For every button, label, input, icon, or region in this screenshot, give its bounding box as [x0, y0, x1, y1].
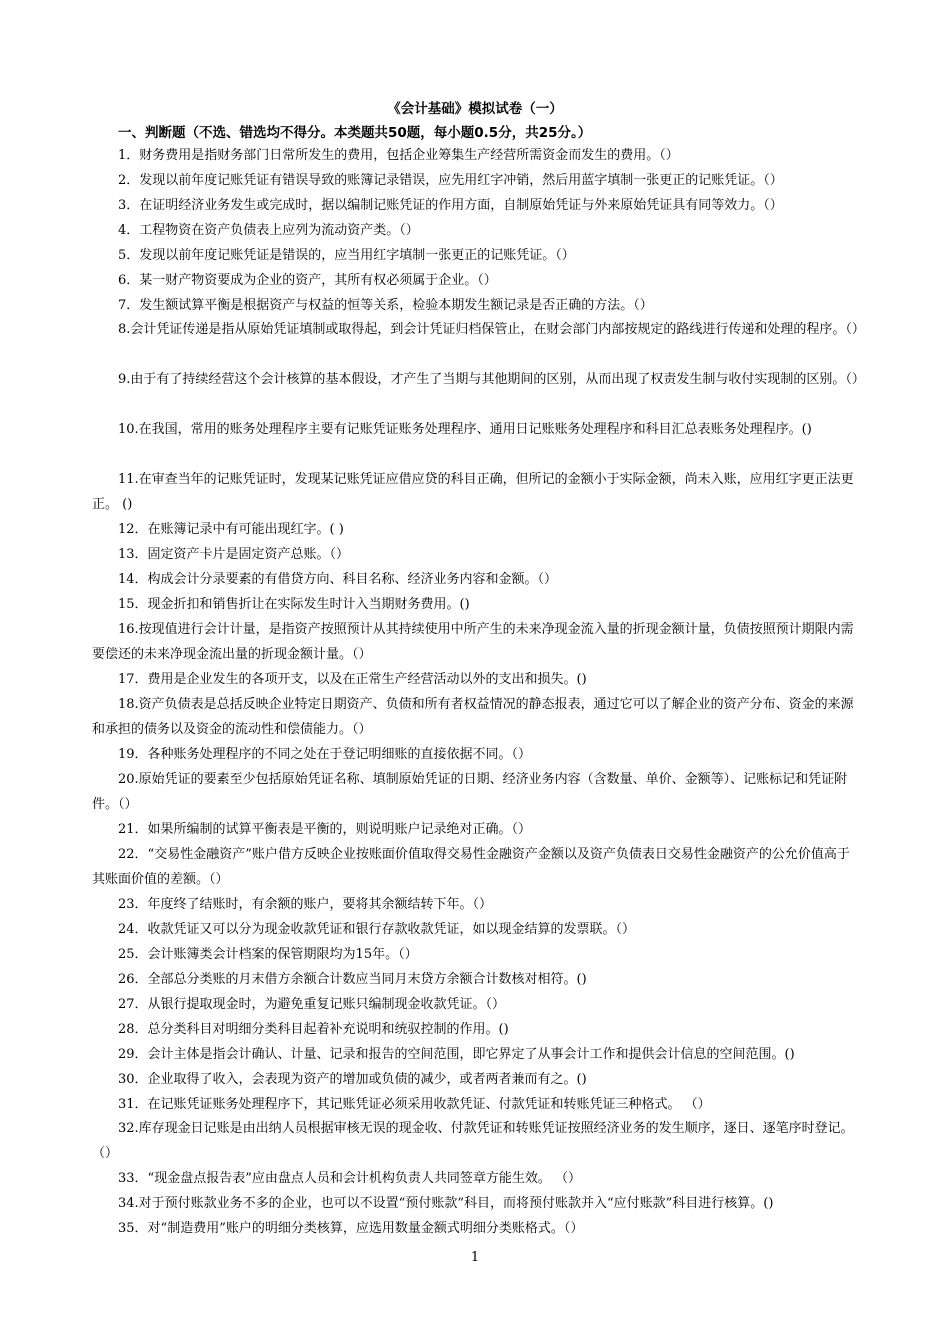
- question-item: 1．财务费用是指财务部门日常所发生的费用，包括企业筹集生产经营所需资金而发生的费用。（）: [118, 148, 679, 163]
- question-item: 15．现金折扣和销售折让在实际发生时计入当期财务费用。(): [118, 597, 470, 612]
- question-item: 28．总分类科目对明细分类科目起着补充说明和统驭控制的作用。(): [118, 1022, 509, 1037]
- question-item: 10.在我国，常用的账务处理程序主要有记账凭证账务处理程序、通用日记账账务处理程序和科目汇总表账务处理程序。(): [118, 422, 812, 437]
- question-item: 14．构成会计分录要素的有借贷方向、科目名称、经济业务内容和金额。（）: [118, 572, 558, 587]
- question-item: 24．收款凭证又可以分为现金收款凭证和银行存款收款凭证，如以现金结算的发票联。（）: [118, 922, 636, 937]
- question-item: 27．从银行提取现金时，为避免重复记账只编制现金收款凭证。（）: [118, 997, 506, 1012]
- question-item: 17．费用是企业发生的各项开支，以及在正常生产经营活动以外的支出和损失。(): [118, 672, 587, 687]
- question-item: 7．发生额试算平衡是根据资产与权益的恒等关系，检验本期发生额记录是否正确的方法。（）: [118, 298, 653, 313]
- question-item: 33．“现金盘点报告表”应由盘点人员和会计机构负责人共同签章方能生效。 （）: [118, 1171, 581, 1186]
- question-item: 35．对“制造费用”账户的明细分类核算，应选用数量金额式明细分类账格式。（）: [118, 1221, 584, 1236]
- page-number: 1: [470, 1250, 480, 1265]
- question-item: 23．年度终了结账时，有余额的账户，要将其余额结转下年。（）: [118, 897, 493, 912]
- question-item: 29．会计主体是指会计确认、计量、记录和报告的空间范围，即它界定了从事会计工作和提供会计信息的空间范围。(): [118, 1047, 795, 1062]
- question-item: 2．发现以前年度记账凭证有错误导致的账簿记录错误，应先用红字冲销，然后用蓝字填制一张更正的记账凭证。（）: [118, 173, 783, 188]
- question-item: 22．“交易性金融资产”账户借方反映企业按账面价值取得交易性金融资产金额以及资产负债表日交易性金融资产的公允价值高于其账面价值的差额。（）: [92, 847, 850, 887]
- question-item: 6．某一财产物资要成为企业的资产，其所有权必须属于企业。（）: [118, 273, 497, 288]
- question-item: 31．在记账凭证账务处理程序下，其记账凭证必须采用收款凭证、付款凭证和转账凭证三种格式。 （）: [118, 1097, 711, 1112]
- question-item: 30．企业取得了收入，会表现为资产的增加或负债的减少，或者两者兼而有之。(): [118, 1072, 587, 1087]
- question-item: 11.在审查当年的记账凭证时，发现某记账凭证应借应贷的科目正确，但所记的金额小于实际金额，尚未入账，应用红字更正法更正。 (): [92, 472, 854, 512]
- question-item: 13．固定资产卡片是固定资产总账。（）: [118, 547, 350, 562]
- question-item: 8.会计凭证传递是指从原始凭证填制或取得起，到会计凭证归档保管止，在财会部门内部按规定的路线进行传递和处理的程序。（）: [118, 322, 865, 337]
- question-item: 26．全部总分类账的月末借方余额合计数应当同月末贷方余额合计数核对相符。(): [118, 972, 587, 987]
- question-item: 12．在账簿记录中有可能出现红字。( ): [118, 522, 344, 537]
- question-item: 25．会计账簿类会计档案的保管期限均为15年。（）: [118, 947, 418, 962]
- question-item: 34.对于预付账款业务不多的企业，也可以不设置“预付账款”科目，而将预付账款并入“应付账款”科目进行核算。(): [118, 1196, 774, 1211]
- question-item: 5．发现以前年度记账凭证是错误的，应当用红字填制一张更正的记账凭证。（）: [118, 248, 575, 263]
- document-title: 《会计基础》模拟试卷（一）: [387, 101, 563, 117]
- question-item: 4．工程物资在资产负债表上应列为流动资产类。（）: [118, 223, 419, 238]
- question-item: 9.由于有了持续经营这个会计核算的基本假设，才产生了当期与其他期间的区别，从而出现了权责发生制与收付实现制的区别。（）: [118, 372, 865, 387]
- question-item: 18.资产负债表是总括反映企业特定日期资产、负债和所有者权益情况的静态报表，通过它可以了解企业的资产分布、资金的来源和承担的债务以及资金的流动性和偿债能力。（）: [92, 697, 854, 737]
- question-item: 21．如果所编制的试算平衡表是平衡的，则说明账户记录绝对正确。（）: [118, 822, 532, 837]
- question-item: 19．各种账务处理程序的不同之处在于登记明细账的直接依据不同。（）: [118, 747, 532, 762]
- question-item: 3．在证明经济业务发生或完成时，据以编制记账凭证的作用方面，自制原始凭证与外来原始凭证具有同等效力。（）: [118, 198, 783, 213]
- question-item: 16.按现值进行会计计量，是指资产按照预计从其持续使用中所产生的未来净现金流入量的折现金额计量，负债按照预计期限内需要偿还的未来净现金流出量的折现金额计量。（）: [92, 622, 854, 662]
- question-item: 20.原始凭证的要素至少包括原始凭证名称、填制原始凭证的日期、经济业务内容（含数量、单价、金额等）、记账标记和凭证附件。（）: [92, 772, 848, 812]
- question-item: 32.库存现金日记账是由出纳人员根据审核无误的现金收、付款凭证和转账凭证按照经济业务的发生顺序，逐日、逐笔序时登记。（）: [92, 1121, 854, 1161]
- section-heading: 一、判断题（不选、错选均不得分。本类题共50题，每小题0.5分，共25分。）: [118, 125, 592, 141]
